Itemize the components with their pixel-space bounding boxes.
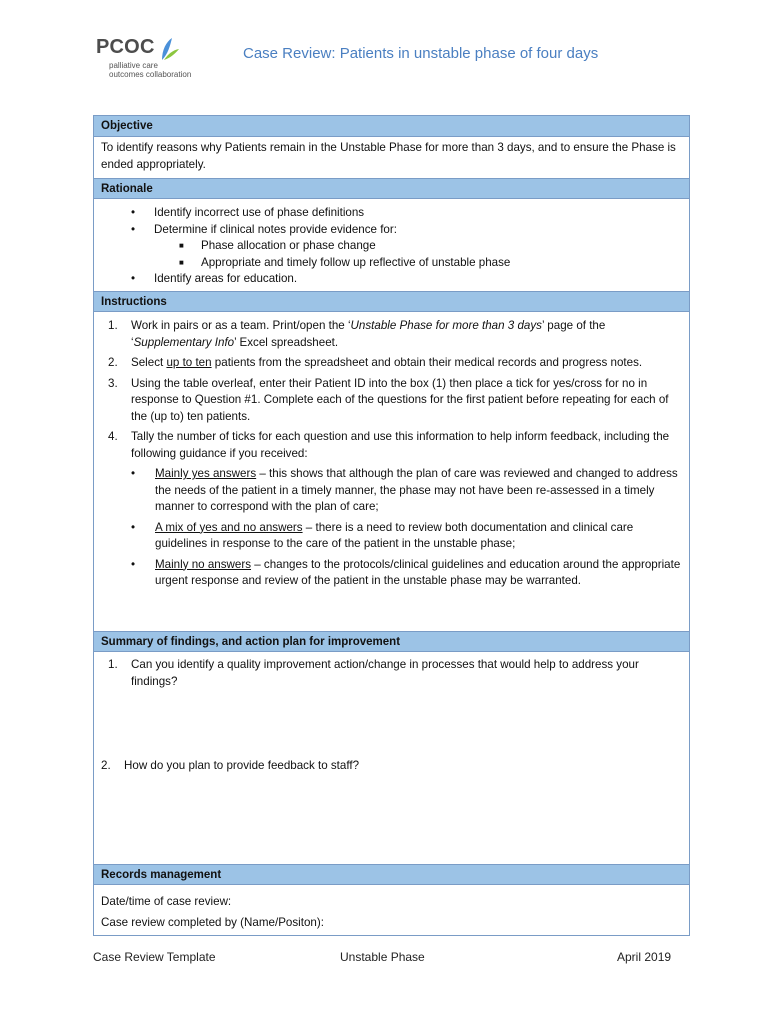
objective-heading: Objective bbox=[94, 116, 689, 137]
summary-question: 2. How do you plan to provide feedback to staff? bbox=[101, 759, 360, 772]
records-section bbox=[94, 885, 689, 935]
document-title: Case Review: Patients in unstable phase of four days bbox=[243, 45, 599, 62]
logo-wordmark: PCOC bbox=[96, 36, 155, 58]
summary-question: 1. Can you identify a quality improvement action/change in processes that would help to address your findings? bbox=[108, 658, 639, 688]
instruction-step: 1. Work in pairs or as a team. Print/open the ‘Unstable Phase for more than 3 days’ page of the ‘Supplementary Info’ Excel spreadsheet. bbox=[108, 319, 606, 349]
list-item: • Identify areas for education. bbox=[131, 272, 298, 285]
list-item: • Identify incorrect use of phase definitions bbox=[131, 206, 365, 219]
pcoc-logo bbox=[96, 36, 216, 86]
instructions-heading: Instructions bbox=[94, 291, 689, 312]
leaf-icon bbox=[158, 36, 180, 62]
guidance-item: • A mix of yes and no answers – there is a need to review both documentation and clinical care guidelines in response to the care of the patient in the unstable phase; bbox=[131, 520, 634, 550]
summary-section bbox=[94, 652, 689, 864]
list-item: • Determine if clinical notes provide evidence for: bbox=[131, 222, 397, 236]
instruction-step: 4. Tally the number of ticks for each question and use this information to help inform feedback, including the following guidance if you received: bbox=[108, 430, 670, 460]
records-heading: Records management bbox=[94, 864, 689, 885]
review-datetime-field: Date/time of case review: bbox=[101, 895, 232, 908]
guidance-item: • Mainly no answers – changes to the protocols/clinical guidelines and education around the appropriate urgent response and review of the patient in the unstable phase may be warranted. bbox=[131, 557, 681, 587]
case-review-form bbox=[93, 115, 690, 936]
list-item: ■ Appropriate and timely follow up reflective of unstable phase bbox=[179, 255, 511, 269]
rationale-list bbox=[94, 199, 689, 291]
instruction-step: 2. Select up to ten patients from the spreadsheet and obtain their medical records and progress notes. bbox=[108, 356, 643, 369]
list-item: ■ Phase allocation or phase change bbox=[179, 239, 376, 252]
instructions-list bbox=[94, 312, 689, 631]
instruction-step: 3. Using the table overleaf, enter their Patient ID into the box (1) then place a tick for yes/cross for no in response to Question #1. Complete each of the questions for the first patient before repeating for each of the (up to) ten patients. bbox=[108, 376, 669, 423]
logo-tagline: palliative care outcomes collaboration bbox=[109, 61, 192, 79]
guidance-item: • Mainly yes answers – this shows that although the plan of care was reviewed and changed to address the needs of the patient in a timely manner, the phase may not have been re-assessed in a timely manner to correspond with the plan of care; bbox=[131, 467, 678, 513]
summary-heading: Summary of findings, and action plan for improvement bbox=[94, 631, 689, 652]
footer-left: Case Review Template bbox=[93, 950, 216, 964]
completed-by-field: Case review completed by (Name/Positon): bbox=[101, 916, 324, 929]
footer-center: Unstable Phase bbox=[340, 950, 425, 964]
footer-right: April 2019 bbox=[617, 950, 672, 964]
objective-text: To identify reasons why Patients remain in the Unstable Phase for more than 3 days, and to ensure the Phase is ended appropriately. bbox=[101, 141, 676, 171]
rationale-heading: Rationale bbox=[94, 178, 689, 199]
